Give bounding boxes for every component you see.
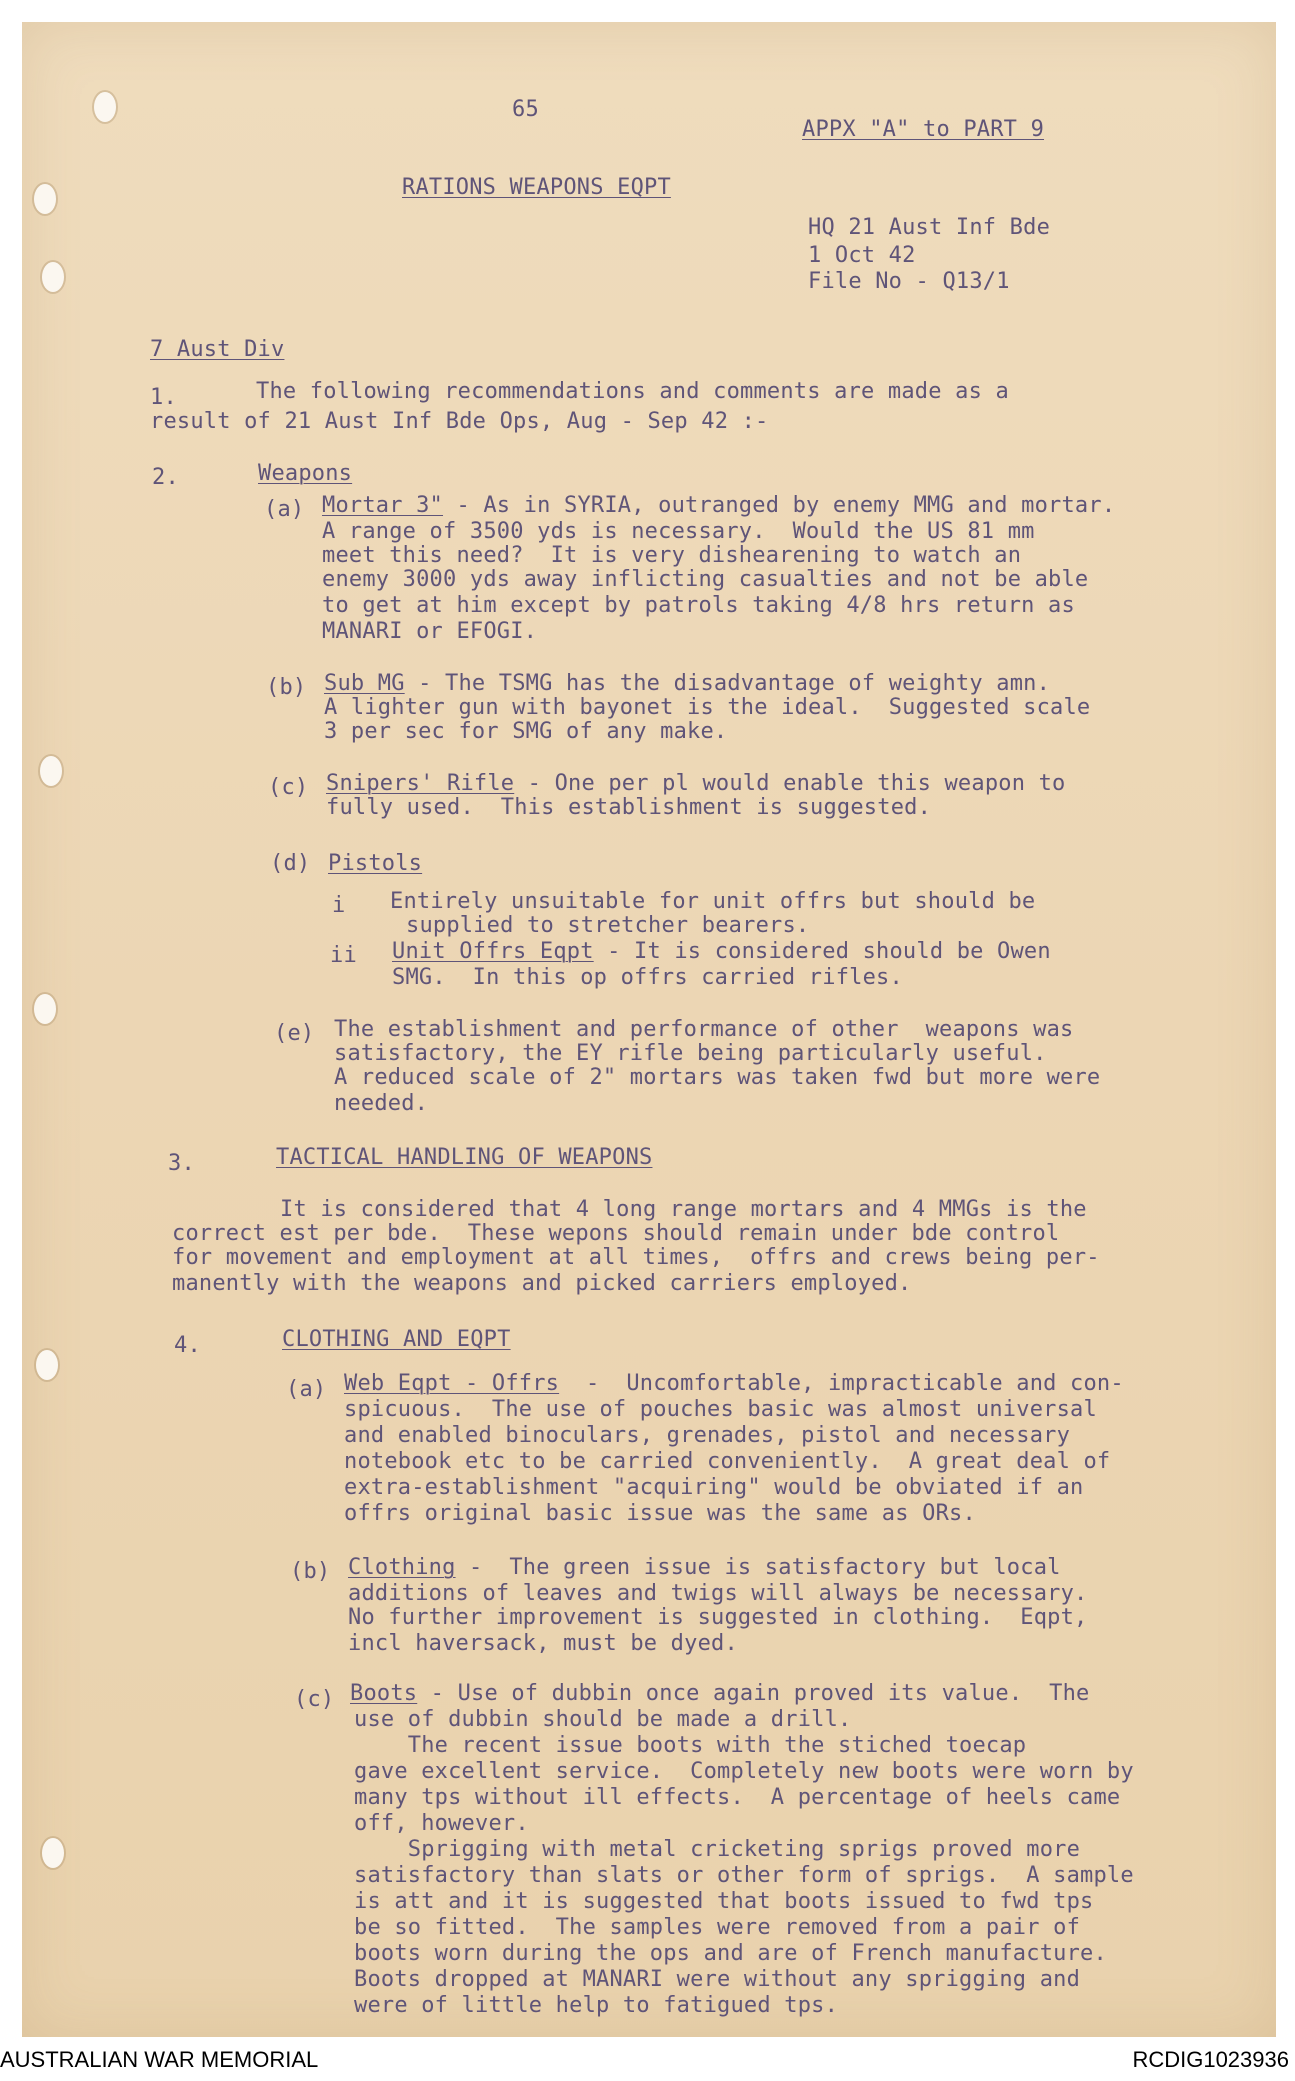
item-line: additions of leaves and twigs will always be necessary. <box>348 1581 1088 1606</box>
item-text: Snipers' Rifle - One per pl would enable this weapon to <box>326 771 1066 796</box>
item-line: spicuous. The use of pouches basic was almost universal <box>344 1397 1097 1422</box>
item-text: Boots - Use of dubbin once again proved its value. The <box>350 1681 1090 1706</box>
para-3-line: correct est per bde. These wepons should remain under bde control <box>172 1221 1060 1246</box>
punch-hole <box>34 184 56 214</box>
item-label: (c) <box>294 1687 335 1712</box>
item-line: many tps without ill effects. A percentage of heels came <box>354 1785 1121 1810</box>
punch-hole <box>36 1350 58 1380</box>
item-line: A reduced scale of 2" mortars was taken fwd but more were <box>334 1065 1101 1090</box>
para-1-number: 1. <box>150 385 177 410</box>
item-label: (b) <box>290 1559 331 1584</box>
subitem-text: Unit Offrs Eqpt - It is considered should be Owen <box>392 939 1051 964</box>
hq-line: HQ 21 Aust Inf Bde <box>808 215 1051 240</box>
item-title: Snipers' Rifle <box>326 771 515 796</box>
item-text: Clothing - The green issue is satisfactory but local <box>348 1555 1061 1580</box>
archive-name: AUSTRALIAN WAR MEMORIAL <box>0 2047 319 2072</box>
para-2-heading: Weapons <box>258 461 353 486</box>
item-line: 3 per sec for SMG of any make. <box>324 719 728 744</box>
item-line: fully used. This establishment is suggested. <box>326 795 932 820</box>
item-line: meet this need? It is very dishearening to watch an <box>322 543 1022 568</box>
item-text: Web Eqpt - Offrs - Uncomfortable, impracticable and con- <box>344 1371 1124 1396</box>
item-line: offrs original basic issue was the same as ORs. <box>344 1501 976 1526</box>
item-line: satisfactory, the EY rifle being particularly useful. <box>334 1041 1047 1066</box>
item-line: Boots dropped at MANARI were without any sprigging and <box>354 1967 1081 1992</box>
para-1-line: result of 21 Aust Inf Bde Ops, Aug - Sep 42 :- <box>150 409 769 434</box>
archive-footer <box>0 2037 1295 2081</box>
item-line: The recent issue boots with the stiched toecap <box>354 1733 1027 1758</box>
item-title: Sub MG <box>324 671 405 696</box>
page-number: 65 <box>512 97 539 122</box>
punch-hole <box>42 262 64 292</box>
para-2-number: 2. <box>152 465 179 490</box>
item-line: Sprigging with metal cricketing sprigs proved more <box>354 1837 1081 1862</box>
item-line: boots worn during the ops and are of French manufacture. <box>354 1941 1107 1966</box>
para-4-number: 4. <box>174 1333 201 1358</box>
item-line: incl haversack, must be dyed. <box>348 1631 738 1656</box>
punch-hole <box>34 994 56 1024</box>
item-label: (e) <box>274 1021 315 1046</box>
item-line: No further improvement is suggested in clothing. Eqpt, <box>348 1605 1088 1630</box>
item-title: Web Eqpt - Offrs <box>344 1371 560 1396</box>
item-line: gave excellent service. Completely new boots were worn by <box>354 1759 1134 1784</box>
para-3-line: manently with the weapons and picked carriers employed. <box>172 1271 912 1296</box>
item-line: A lighter gun with bayonet is the ideal. Suggested scale <box>324 695 1091 720</box>
item-line: and enabled binoculars, grenades, pistol and necessary <box>344 1423 1071 1448</box>
item-label: (c) <box>268 775 309 800</box>
item-line: off, however. <box>354 1811 529 1836</box>
date-line: 1 Oct 42 <box>808 243 916 268</box>
subitem-label: i <box>332 893 346 918</box>
item-line: needed. <box>334 1091 429 1116</box>
item-line: A range of 3500 yds is necessary. Would the US 81 mm <box>322 519 1035 544</box>
punch-hole <box>94 92 116 122</box>
item-title: Pistols <box>328 851 423 876</box>
item-text: Mortar 3" - As in SYRIA, outranged by enemy MMG and mortar. <box>322 493 1116 518</box>
item-label: (d) <box>270 851 311 876</box>
subitem-line: supplied to stretcher bearers. <box>406 913 810 938</box>
item-line: enemy 3000 yds away inflicting casualties and not be able <box>322 567 1089 592</box>
item-line: The establishment and performance of other weapons was <box>334 1017 1074 1042</box>
subitem-line: Entirely unsuitable for unit offrs but should be <box>390 889 1036 914</box>
item-line: is att and it is suggested that boots issued to fwd tps <box>354 1889 1094 1914</box>
punch-hole <box>42 1838 64 1868</box>
document-title: RATIONS WEAPONS EQPT <box>402 175 671 200</box>
para-1-line: The following recommendations and comments are made as a <box>256 379 1009 404</box>
item-line: be so fitted. The samples were removed from a pair of <box>354 1915 1081 1940</box>
item-label: (a) <box>264 497 305 522</box>
item-text: Sub MG - The TSMG has the disadvantage of weighty amn. <box>324 671 1051 696</box>
item-line: notebook etc to be carried conveniently. A great deal of <box>344 1449 1111 1474</box>
item-label: (a) <box>286 1377 327 1402</box>
item-line: use of dubbin should be made a drill. <box>354 1707 852 1732</box>
appendix-reference: APPX "A" to PART 9 <box>802 117 1045 142</box>
subitem-label: ii <box>330 943 357 968</box>
item-line: satisfactory than slats or other form of sprigs. A sample <box>354 1863 1134 1888</box>
item-line: extra-establishment "acquiring" would be obviated if an <box>344 1475 1084 1500</box>
punch-hole <box>40 756 62 786</box>
subitem-line: SMG. In this op offrs carried rifles. <box>392 965 903 990</box>
para-3-line: for movement and employment at all times, offrs and crews being per- <box>172 1245 1100 1270</box>
para-3-line: It is considered that 4 long range mortars and 4 MMGs is the <box>280 1197 1087 1222</box>
item-label: (b) <box>266 675 307 700</box>
para-3-number: 3. <box>168 1151 195 1176</box>
addressee: 7 Aust Div <box>150 337 285 362</box>
para-3-heading: TACTICAL HANDLING OF WEAPONS <box>276 1145 653 1170</box>
subitem-title: Unit Offrs Eqpt <box>392 939 594 964</box>
archive-id: RCDIG1023936 <box>1132 2047 1289 2072</box>
item-line: to get at him except by patrols taking 4/8 hrs return as <box>322 593 1075 618</box>
item-line: MANARI or EFOGI. <box>322 619 538 644</box>
item-title: Boots <box>350 1681 418 1706</box>
para-4-heading: CLOTHING AND EQPT <box>282 1327 511 1352</box>
file-number: File No - Q13/1 <box>808 269 1010 294</box>
item-line: were of little help to fatigued tps. <box>354 1993 839 2018</box>
item-title: Clothing <box>348 1555 456 1580</box>
item-title: Mortar 3" <box>322 493 444 518</box>
